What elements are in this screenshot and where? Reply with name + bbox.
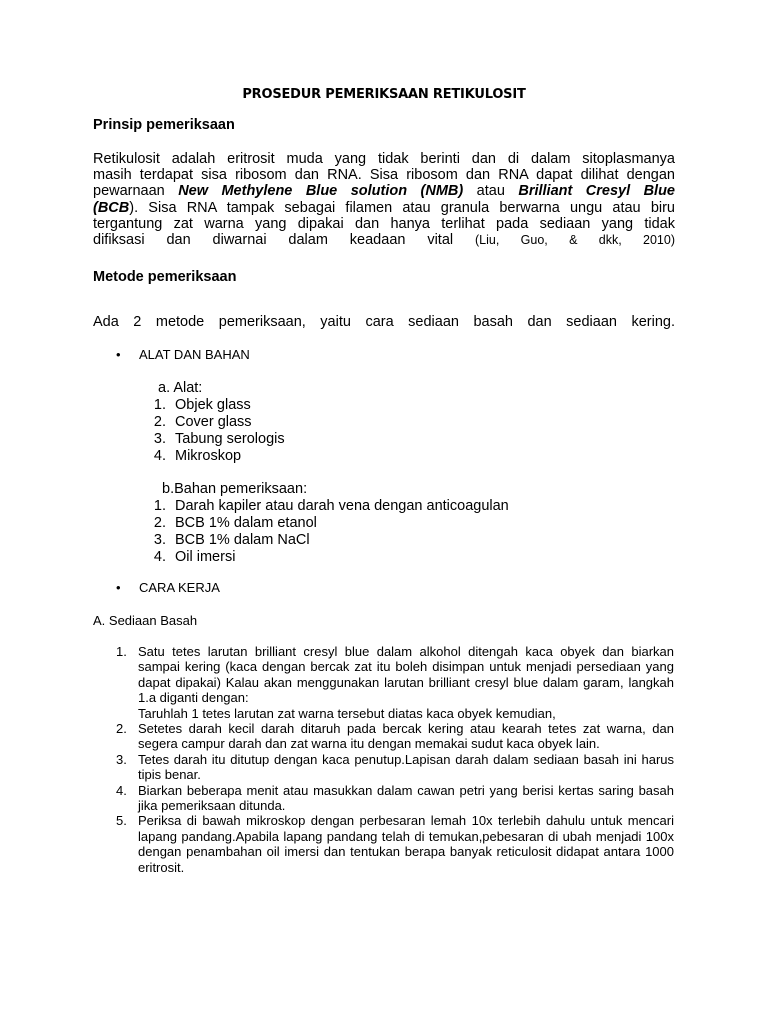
principle-line-6	[93, 232, 675, 248]
bullet-tools-label: ALAT DAN BAHAN	[139, 347, 250, 362]
principle-line-1: Retikulosit adalah eritrosit muda yang tidak berinti dan di dalam sitoplasmanya	[93, 151, 675, 167]
list-item	[116, 721, 674, 752]
method-heading: Metode pemeriksaan	[93, 269, 237, 285]
list-item	[142, 414, 285, 431]
list-number: 1.	[153, 498, 166, 514]
list-text: BCB 1% dalam NaCl	[175, 532, 310, 548]
list-text: Cover glass	[175, 414, 252, 430]
list-text: Setetes darah kecil darah ditaruh pada bercak kering atau kearah tetes zat warna, dan segera campur darah dan zat warna itu dengan memakai sudut kaca obyek lain.	[138, 721, 674, 752]
principle-paragraph	[93, 151, 675, 248]
bcb-term: Brilliant Cresyl Blue	[518, 183, 675, 200]
alat-list	[142, 397, 285, 465]
list-text: Periksa di bawah mikroskop dengan perbesaran lemah 10x terlebih dahulu untuk mencari lapang pandang.Apabila lapang pandang telah di temukan,pebesaran di ubah menjadi 100x dengan penambahan oil imersi dan tentukan berapa banyak reticulosit didapat antara 1000 eritrosit.	[138, 813, 674, 875]
list-text: Mikroskop	[175, 448, 242, 464]
list-item	[142, 532, 509, 549]
nmb-term: New Methylene Blue solution (NMB)	[178, 183, 464, 200]
list-item	[142, 397, 285, 414]
alat-section	[158, 380, 202, 397]
step-text: Satu tetes larutan brilliant cresyl blue dalam alkohol ditengah kaca obyek dan biarkan sampai kering (kaca dengan bercak zat itu boleh disimpan untuk menjadi persediaan yang dapat dipakai) Kalau akan menggunakan larutan brilliant cresyl blue dalam garam, langkah 1.a diganti dengan:	[138, 644, 674, 706]
list-number: 2.	[153, 515, 166, 531]
section-a-heading: A. Sediaan Basah	[93, 613, 198, 628]
principle-line-5: tergantung zat warna yang dipakai dan hanya terlihat pada sediaan yang tidak	[93, 215, 675, 232]
list-number: 5.	[116, 813, 127, 829]
bahan-label: b.Bahan pemeriksaan:	[162, 481, 308, 497]
bcb-abbrev: (BCB	[93, 199, 130, 216]
list-item	[116, 813, 674, 875]
list-text	[138, 644, 674, 721]
list-number: 4.	[153, 448, 166, 464]
list-text: Tabung serologis	[175, 431, 285, 447]
procedure-steps	[116, 644, 674, 875]
page-title: PROSEDUR PEMERIKSAAN RETIKULOSIT	[242, 87, 526, 102]
principle-line-4	[93, 200, 675, 216]
list-item	[142, 448, 285, 465]
principle-line-3	[93, 183, 675, 199]
list-item	[116, 752, 674, 783]
list-number: 3.	[153, 532, 166, 548]
list-text: Oil imersi	[175, 549, 236, 565]
list-number: 1.	[116, 644, 127, 659]
line3-prefix: pewarnaan	[93, 183, 179, 200]
line4-rest: ). Sisa RNA tampak sebagai filamen atau granula berwarna ungu atau biru	[129, 199, 675, 216]
list-number: 4.	[153, 549, 166, 565]
list-item	[142, 498, 509, 515]
list-text: Biarkan beberapa menit atau masukkan dalam cawan petri yang berisi kertas saring basah jika pemeriksaan ditunda.	[138, 782, 674, 814]
list-text: Objek glass	[175, 397, 251, 413]
list-text: BCB 1% dalam etanol	[175, 515, 317, 531]
principle-line-2: masih terdapat sisa ribosom dan RNA. Sisa ribosom dan RNA dapat dilihat dengan	[93, 167, 675, 184]
list-item	[142, 549, 509, 566]
citation: (Liu, Guo, & dkk, 2010)	[475, 233, 675, 248]
list-number: 3.	[153, 431, 166, 447]
bullet-icon: •	[116, 580, 121, 595]
bullet-procedure-label: CARA KERJA	[139, 580, 220, 595]
bullet-procedure	[116, 580, 220, 595]
list-number: 2.	[116, 721, 127, 737]
list-text: Darah kapiler atau darah vena dengan anticoagulan	[175, 498, 509, 514]
list-number: 4.	[116, 782, 127, 798]
principle-heading: Prinsip pemeriksaan	[93, 117, 235, 133]
step-extra: Taruhlah 1 tetes larutan zat warna tersebut diatas kaca obyek kemudian,	[138, 705, 556, 721]
list-number: 2.	[153, 414, 166, 430]
method-intro: Ada 2 metode pemeriksaan, yaitu cara sediaan basah dan sediaan kering.	[93, 314, 675, 330]
list-number: 1.	[153, 397, 166, 413]
list-number: 3.	[116, 751, 127, 767]
line3-mid: atau	[463, 183, 519, 200]
list-item	[116, 783, 674, 814]
bahan-list	[142, 498, 509, 566]
alat-label: a. Alat:	[158, 380, 203, 396]
list-item	[142, 431, 285, 448]
line6-text: difiksasi dan diwarnai dalam keadaan vital	[93, 232, 454, 249]
list-item	[142, 515, 509, 532]
bullet-tools	[116, 347, 250, 362]
list-item	[116, 644, 674, 721]
list-text: Tetes darah itu ditutup dengan kaca penutup.Lapisan darah dalam sediaan basah ini harus tipis benar.	[138, 751, 674, 783]
bullet-icon: •	[116, 347, 121, 362]
bahan-section	[162, 481, 307, 498]
